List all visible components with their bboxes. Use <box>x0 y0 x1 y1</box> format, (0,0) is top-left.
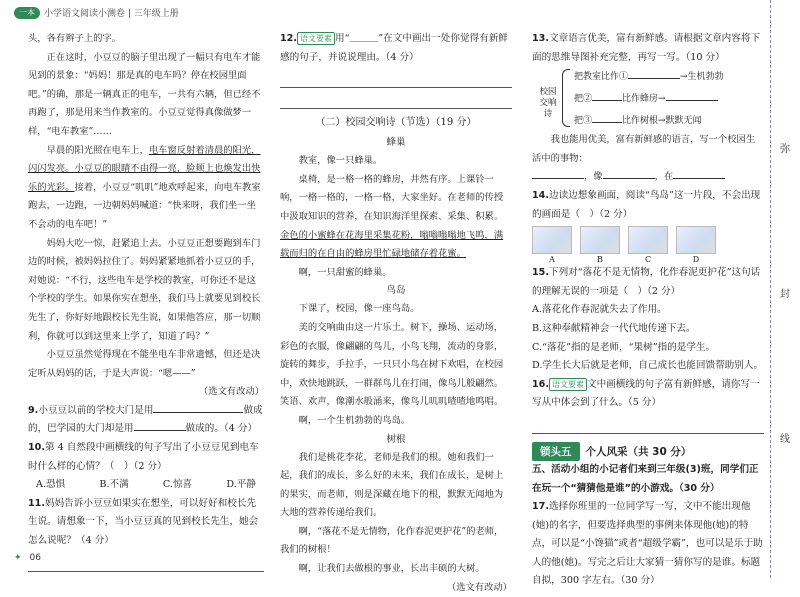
poem-paragraph: 美的交响曲由这一片乐土。树下，操场、运动场，彩色的衣服，像翩翩的鸟儿，小鸟飞翔，流动的身影，旋转的舞步，手拉手，一只只小鸟在树下欢唱，在校园中，欢快地跳跃，一群群鸟儿在打闹，像鸟儿般翩然。笑语、欢声，像潮水般涌来，像鸟儿叽叽喳喳地鸣唱。 <box>280 321 504 408</box>
page-number: 06 <box>29 553 41 563</box>
poem-paragraph: 我们是桃花李花，老师是我们的根。她和我们一起，我们的成长，多么好的未来，我们在成长，是树上的果实，而老师，则是深藏在地下的根，默默无闻地为大地的营养传递给我们。 <box>280 451 504 519</box>
question-number: 12. <box>280 33 297 44</box>
text: ，像 <box>584 171 603 183</box>
skill-tag: 语文要素 <box>297 32 335 45</box>
page-footer: ✦ 06 <box>14 553 41 563</box>
column-left <box>28 30 264 575</box>
passage-paragraph: 头，各有辫子上的字。 <box>28 33 121 44</box>
poem-subtitle: 蜂巢 <box>386 137 406 149</box>
question-number: 15. <box>532 267 549 279</box>
answer-line[interactable] <box>28 554 264 572</box>
question-text: 选择你班里的一位同学写一写，文中不能出现他(她)的名字，但要选择典型的事例来体现他(她)的特点，可以是“小馋猫”或者“超级学霸”，也可以是乐于助人的他(她)。写完之后让大家猜一猜你写的是谁。标题自拟，300 字左右。（30 分） <box>532 501 763 587</box>
answer-line[interactable] <box>280 91 512 109</box>
binding-margin <box>770 0 800 578</box>
picture-label: B <box>597 255 603 265</box>
underlined-sentence: 电车窗反射着清晨的阳光，闪闪发亮。小豆豆的眼睛不由得一亮，脸颊上也焕发出快乐的光彩。 <box>28 144 261 193</box>
publisher-logo: 一本 <box>14 7 40 19</box>
option-d[interactable]: D.学生长大后就是老师，自己成长也能回馈帮助别人。 <box>532 360 764 372</box>
question-number: 17. <box>532 501 549 513</box>
picture-label: C <box>644 255 652 265</box>
answer-blank[interactable] <box>134 421 186 431</box>
row-text: 比作树根→默默无闻 <box>622 116 702 127</box>
row-text: 把③ <box>574 116 593 127</box>
question-number: 9. <box>28 404 39 416</box>
fill-row <box>532 168 764 187</box>
picture-option-d[interactable] <box>676 226 716 254</box>
section-banner <box>532 442 764 461</box>
option-a[interactable]: A.落花化作春泥就失去了作用。 <box>532 304 667 316</box>
brace-shape <box>562 69 570 127</box>
question-11 <box>28 495 264 551</box>
question-13 <box>532 30 764 67</box>
poem-paragraph <box>280 171 512 264</box>
question-9 <box>28 402 264 439</box>
poem-paragraph: 啊，“落花不是无情物，化作春泥更护花”的老师，我们的树根！ <box>280 525 504 556</box>
answer-blank[interactable] <box>603 169 655 179</box>
question-10 <box>28 439 264 476</box>
answer-blank[interactable] <box>592 113 622 123</box>
banner-title: 个人风采（共 30 分） <box>585 445 692 458</box>
answer-line[interactable] <box>280 70 512 88</box>
poem-paragraph: 教室，像一只蜂巢。 <box>298 155 383 167</box>
section-5-instruction: 五、活动小组的小记者们来到三年级(3)班，同学们正在玩一个“猜猜他是谁”的小游戏。（30 分） <box>532 463 759 494</box>
section-title: （二）校园交响诗（节选）（19 分） <box>315 117 477 129</box>
question-text: 文章语言优美，富有新鲜感。请根据文章内容将下面的思维导图补充完整，再写一写。（10 分） <box>532 33 761 63</box>
passage-paragraph <box>28 142 264 235</box>
question-number: 16. <box>532 378 549 390</box>
margin-char: 线 <box>780 434 790 445</box>
text: 桌椅，是一格一格的蜂房，井然有序。上课铃一响，一格一格的，一格一格，大家坐好。在老师的传授中汲取知识的营养，在知识海洋里探索、采集、积累。 <box>280 173 504 222</box>
mind-map-center: 校园交响诗 <box>539 87 557 120</box>
question-12 <box>280 30 512 67</box>
passage-paragraph: 正在这时，小豆豆的脑子里出现了一幅只有电车才能见到的景象：“妈妈！那是真的电车吗？停在校园里面吧。”的确，那是一辆真正的电车，一共有六辆，但已经不再跑了，那是用来当作教室的。小豆豆觉得真像做梦一样，“电车教室”…… <box>28 51 261 137</box>
poem-subtitle: 树根 <box>386 433 406 445</box>
picture-option-c[interactable] <box>628 226 668 254</box>
grade-label: 三年级上册 <box>133 9 179 19</box>
underlined-sentence: 金色的小蜜蜂在花海里采集花粉，嗡嗡嗡嗡地飞鸣，满载而归的在自由的蜂房里忙碌地储存着花蜜。 <box>280 229 504 260</box>
row-text: 比作蜂房→ <box>622 94 666 105</box>
question-number: 14. <box>532 189 549 201</box>
question-text: 用“＿＿＿”在文中画出一处你觉得有新鲜感的句子，并说说理由。（4 分） <box>280 33 508 63</box>
text: ，在 <box>654 171 674 183</box>
picture-label: D <box>692 255 700 265</box>
source-note: （选文有改动） <box>198 386 264 398</box>
answer-blank[interactable] <box>673 169 725 179</box>
question-17 <box>532 498 764 591</box>
poem-paragraph: 啊，一只甜蜜的蜂巢。 <box>298 266 392 278</box>
question-number: 10. <box>28 442 45 454</box>
passage-paragraph: 小豆豆虽然觉得现在不能坐电车非常遗憾，但还是决定听从妈妈的话，于是大声说：“嗯——” <box>28 349 261 379</box>
passage-paragraph: 妈妈大吃一惊，赶紧追上去。小豆豆正想要跑到车门边的时候，被妈妈拉住了。妈妈紧紧地抓着小豆豆的手，对她说：“不行，这些电车是学校的教室，可你还不是这个学校的学生。如果你实在想坐，我们马上就要见到校长先生了，你好好地跟校长先生说，如果他答应，那一切顺利，你就可以到这里来上学了，知道了吗？” <box>28 237 261 342</box>
column-right <box>532 30 764 591</box>
option-d[interactable]: D.平静 <box>226 479 256 491</box>
answer-blank[interactable] <box>592 91 622 101</box>
answer-blank[interactable] <box>666 91 718 101</box>
mind-map-row-1 <box>574 69 724 82</box>
row-text: 把② <box>574 94 593 105</box>
question-text: 妈妈告诉小豆豆如果实在想坐，可以好好和校长先生说。请想象一下，当小豆豆真的见到校长先生，她会怎么说呢？（4 分） <box>28 497 259 547</box>
banner-label: 锁头五 <box>532 442 580 461</box>
poem-subtitle: 鸟岛 <box>386 285 406 297</box>
answer-blank[interactable] <box>532 169 584 179</box>
mind-map-row-2 <box>574 91 718 104</box>
question-number: 13. <box>532 33 549 44</box>
column-middle <box>280 30 512 597</box>
answer-blank[interactable] <box>628 69 680 79</box>
question-text: 文中画横线的句子富有新鲜感，请你写一写从中体会到了什么。（5 分） <box>532 378 760 409</box>
source-note: （选文有改动） <box>446 581 512 593</box>
question-text: 做成的。（4 分） <box>185 423 258 435</box>
text: 早晨的阳光照在电车上， <box>46 144 149 156</box>
options-row <box>28 476 264 495</box>
answer-blank[interactable] <box>153 403 243 413</box>
poem-paragraph: 啊，让我们去做根的事业，长出丰硕的大树。 <box>298 563 485 575</box>
question-text: 做成的，巴学园的大门却是用 <box>28 404 263 435</box>
question-text: 小豆豆以前的学校大门是用 <box>38 404 154 416</box>
row-text: →生机勃勃 <box>680 72 724 83</box>
answer-line[interactable] <box>532 416 764 434</box>
page-header <box>0 0 800 26</box>
poem-paragraph: 下课了，校园，像一座鸟岛。 <box>298 303 420 315</box>
book-title-text: 小学语文阅读小测卷 <box>44 9 126 19</box>
picture-options <box>532 226 764 254</box>
picture-label: A <box>549 255 555 265</box>
margin-char: 弥 <box>780 144 790 155</box>
option-a[interactable]: A.恐惧 <box>36 479 66 491</box>
question-14 <box>532 187 764 224</box>
margin-char: 封 <box>780 289 790 300</box>
question-number: 11. <box>28 497 45 509</box>
book-title: 小学语文阅读小测卷 | 三年级上册 <box>44 9 179 19</box>
question-text: 下列对“落花不是无情物，化作春泥更护花”这句话的理解无误的一项是（ ）（2 分） <box>532 267 761 297</box>
mind-map-row-3 <box>574 113 702 126</box>
option-c[interactable]: C.惊喜 <box>162 479 193 491</box>
row-text: 把教室比作① <box>574 72 629 83</box>
question-text: 边读边想象画面，阅读“鸟岛”这一片段，不会出现的画面是（ ）（2 分） <box>532 189 761 220</box>
question-16 <box>532 376 764 413</box>
question-15 <box>532 264 764 301</box>
picture-option-b[interactable] <box>580 226 620 254</box>
option-c[interactable]: C.“落花”指的是老师，“果树”指的是学生。 <box>532 341 716 353</box>
picture-option-a[interactable] <box>532 226 572 254</box>
skill-tag: 语文要素 <box>549 378 587 391</box>
prompt-text: 我也能用优美，富有新鲜感的语言，写一个校园生活中的事物： <box>532 134 756 164</box>
question-text: 第 4 自然段中画横线的句子写出了小豆豆见到电车时什么样的心情？（ ）（2 分） <box>28 442 259 472</box>
text: 接着，小豆豆“叽叽”地欢呼起来，向电车教室跑去，一边跑，一边朝妈妈喊道：“快来呀，我们坐一坐不会动的电车吧！” <box>28 181 261 230</box>
mind-map <box>532 67 764 131</box>
option-b[interactable]: B.不满 <box>99 479 129 491</box>
poem-paragraph: 啊，一个生机勃勃的鸟岛。 <box>298 414 411 426</box>
picture-labels <box>532 255 764 264</box>
option-b[interactable]: B.这种奉献精神会一代代地传递下去。 <box>532 322 696 334</box>
